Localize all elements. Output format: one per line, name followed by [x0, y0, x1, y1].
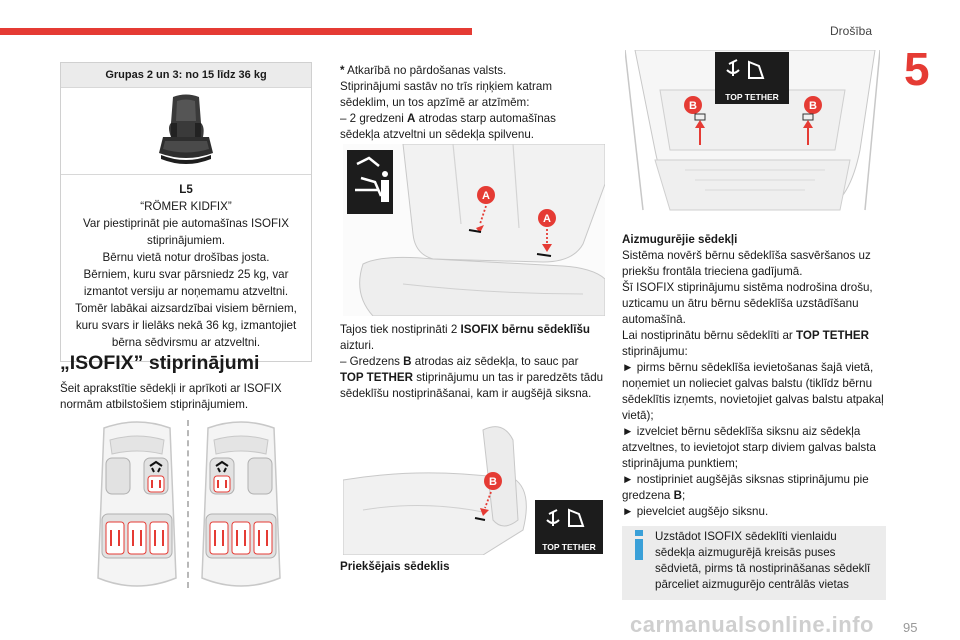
- car-top-view-left: [92, 418, 182, 590]
- car-top-view-right: [196, 418, 286, 590]
- seat-description-line: Var piestiprināt pie automašīnas ISOFIX stiprinājumiem.: [83, 217, 289, 247]
- group-table-header: Grupas 2 un 3: no 15 līdz 36 kg: [61, 63, 311, 87]
- bullet-dash: – Gredzens: [340, 355, 404, 368]
- watermark: carmanualsonline.info: [630, 612, 874, 637]
- rear-seats-heading: Aizmugurējie sēdekļi: [622, 233, 738, 246]
- ring-b-description-end: stiprinājumu un tas ir paredzēts tādu sēdeklīšu nostiprināšanai, kam ir augšējā siksna.: [340, 371, 604, 400]
- ring-a-description: atrodas starp automašīnas sēdekļa atzveltni un sēdekļa spilvenu.: [340, 112, 556, 141]
- ring-b-description: atrodas aiz sēdekļa, to sauc par: [411, 355, 579, 368]
- chapter-number: 5: [904, 43, 930, 95]
- seat-description-line: Tomēr labākai aizsardzībai visiem bērniem, kuru svars ir lielāks nekā 36 kg, izmantojiet bērna sēdvirsmu ar atzveltni.: [75, 302, 297, 349]
- label-a-1: A: [482, 190, 490, 202]
- instruction-step-4: ► pievelciet augšējo siksnu.: [622, 505, 769, 518]
- rings-description: Stiprinājumi sastāv no trīs riņķiem katram sēdeklim, un tos apzīmē ar atzīmēm:: [340, 80, 552, 109]
- seat-description-line: Bērnu vietā notur drošības josta.: [102, 251, 270, 264]
- label-a-2: A: [543, 213, 551, 225]
- top-tether-bold: TOP TETHER: [796, 329, 870, 342]
- isofix-attach-end: aizturi.: [340, 339, 375, 352]
- isofix-attach-bold: ISOFIX bērnu sēdeklīšu: [460, 323, 591, 336]
- top-accent-bar: [0, 28, 472, 35]
- label-b-front: B: [489, 476, 497, 488]
- top-tether-label-trunk: TOP TETHER: [725, 92, 779, 102]
- rear-seat-isofix-illustration: [343, 144, 605, 316]
- child-seat-image: [61, 87, 311, 175]
- seat-description-line: Bērniem, kuru svar pārsniedz 25 kg, var izmantot versiju ar noņemamu atzveltni.: [83, 268, 289, 298]
- top-tether-intro: Lai nostiprinātu bērnu sēdeklīti ar: [622, 329, 797, 342]
- seat-code: L5: [179, 183, 193, 196]
- front-seat-top-tether-illustration: [343, 420, 605, 555]
- top-tether-bold: TOP TETHER: [340, 371, 414, 384]
- child-seat-group-table: [60, 62, 312, 362]
- isofix-intro-text: Šeit aprakstītie sēdekļi ir aprīkoti ar ISOFIX normām atbilstošiem stiprinājumiem.: [60, 382, 282, 411]
- isofix-benefit: Šī ISOFIX stiprinājumu sistēma nodrošina drošu, uzticamu un ātru bērnu sēdeklīša uzstādīšanu automašīnā.: [622, 281, 873, 326]
- label-b-trunk-right: B: [809, 100, 817, 112]
- middle-column-text-1: [340, 63, 595, 143]
- isofix-attach-text: Tajos tiek nostiprināti 2: [340, 323, 461, 336]
- label-b-trunk-left: B: [689, 100, 697, 112]
- ring-label-b: B: [673, 489, 682, 502]
- instruction-step-3: ► nostipriniet augšējās siksnas stiprinājumu pie gredzena: [622, 473, 869, 502]
- booster-seat-icon: [151, 93, 221, 169]
- instruction-step-1: ► pirms bērnu sēdeklīša ievietošanas šajā vietā, noņemiet un nolieciet galvas balstu (tiklīdz bērnu sēdeklītis izņemts, novietojiet galvas balstu atpakaļ vietā);: [622, 361, 884, 422]
- divider-line: [187, 420, 189, 588]
- top-tether-intro-end: stiprinājumu:: [622, 345, 688, 358]
- bullet-dash: – 2 gredzeni: [340, 112, 408, 125]
- middle-column-text-2: [340, 322, 605, 402]
- page-number: 95: [903, 620, 918, 635]
- top-tether-label-front: TOP TETHER: [542, 542, 596, 552]
- info-icon: [630, 530, 648, 560]
- info-note-box: [622, 526, 886, 600]
- system-description: Sistēma novērš bērnu sēdeklīša sasvēršanos uz priekšu frontāla trieciena gadījumā.: [622, 249, 871, 278]
- footnote-text: Atkarībā no pārdošanas valsts.: [344, 64, 507, 77]
- trunk-top-tether-illustration: [625, 50, 880, 222]
- instruction-step-3-end: ;: [681, 489, 686, 502]
- section-title: Drošība: [830, 24, 873, 38]
- isofix-section-title: „ISOFIX” stiprinājumi: [60, 352, 260, 374]
- footnote-star: *: [340, 64, 345, 77]
- info-note-text: Uzstādot ISOFIX sēdeklīti vienlaidu sēdekļa aizmugurējā kreisās puses sēdvietā, pirms tā nostiprināšanas sēdeklī pārceliet aizmugurējo centrālās vietas: [655, 530, 871, 591]
- right-column-text: [622, 232, 887, 520]
- seat-description-line: “RÖMER KIDFIX”: [140, 200, 232, 213]
- front-seat-caption: Priekšējais sēdeklis: [340, 560, 450, 573]
- instruction-step-2: ► izvelciet bērnu sēdeklīša siksnu aiz sēdekļa atzveltnes, to ievietojot starp diviem galvas balsta stiprinājuma punktiem;: [622, 425, 876, 470]
- ring-label-a: A: [407, 112, 416, 125]
- ring-label-b: B: [403, 355, 412, 368]
